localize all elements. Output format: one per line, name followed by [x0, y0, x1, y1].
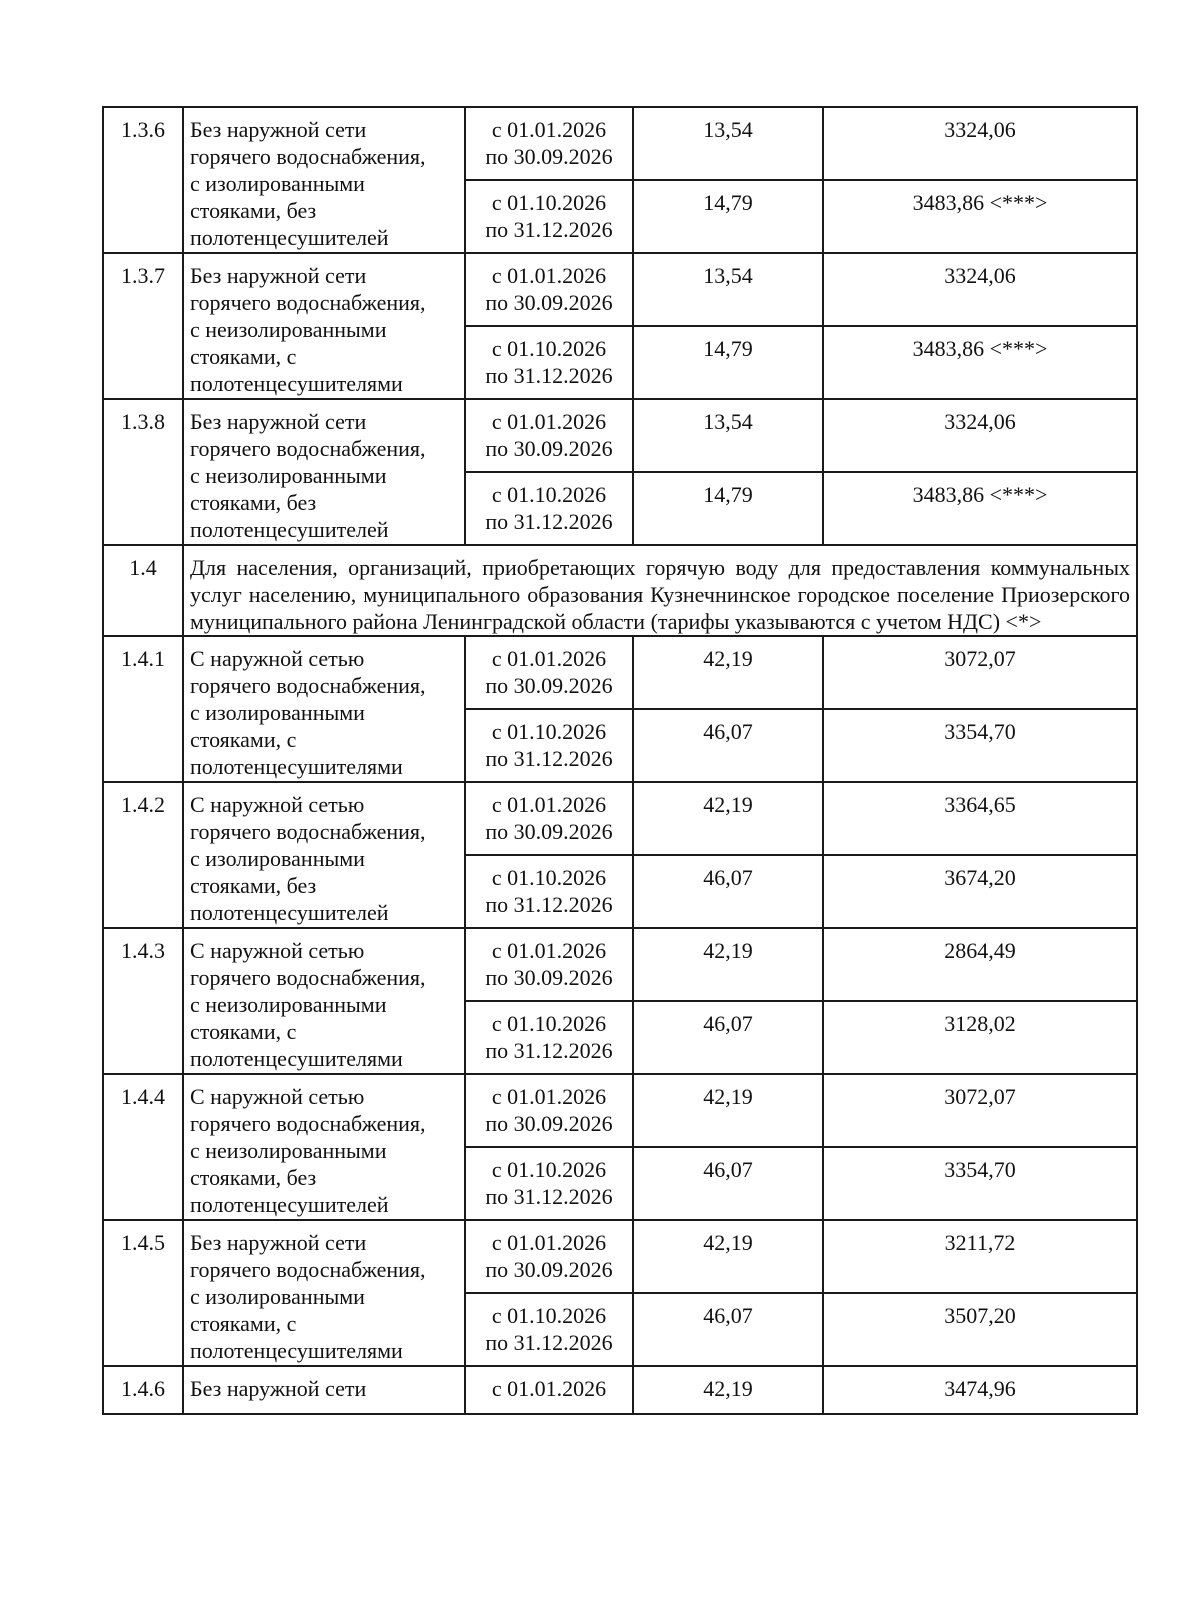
price-value: 3507,20 — [823, 1293, 1137, 1366]
description-line: стояками, без — [190, 1165, 317, 1190]
period-start: с 01.01.2026 — [491, 117, 607, 142]
period-cell — [465, 1220, 633, 1293]
description-line: с изолированными — [190, 1284, 365, 1309]
row-description — [183, 782, 465, 928]
price-value: 3483,86 <***> — [823, 472, 1137, 545]
period-end: по 31.12.2026 — [485, 217, 613, 242]
period-cell — [465, 107, 633, 180]
period-end: по 30.09.2026 — [485, 290, 613, 315]
period-end: по 31.12.2026 — [485, 363, 613, 388]
price-value: 3324,06 — [823, 253, 1137, 326]
row-description — [183, 636, 465, 782]
period-cell — [465, 636, 633, 709]
period-start: с 01.10.2026 — [491, 1303, 607, 1328]
description-line: с изолированными — [190, 171, 365, 196]
table-row — [103, 107, 1137, 180]
price-value: 3483,86 <***> — [823, 180, 1137, 253]
price-value: 3364,65 — [823, 782, 1137, 855]
price-value: 3324,06 — [823, 107, 1137, 180]
period-end: по 31.12.2026 — [485, 892, 613, 917]
price-value: 3474,96 — [823, 1366, 1137, 1414]
price-value: 3211,72 — [823, 1220, 1137, 1293]
row-description — [183, 928, 465, 1074]
period-cell — [465, 472, 633, 545]
description-line: с неизолированными — [190, 317, 387, 342]
period-start: с 01.01.2026 — [491, 263, 607, 288]
description-line: Без наружной сети — [190, 117, 367, 142]
tariff-group-1-4 — [103, 636, 1137, 1366]
description-line: стояками, без — [190, 198, 317, 223]
period-cell — [465, 782, 633, 855]
period-start: с 01.10.2026 — [491, 1011, 607, 1036]
tariff-group-1-3 — [103, 107, 1137, 545]
description-line: полотенцесушителей — [190, 517, 389, 542]
price-value: 3674,20 — [823, 855, 1137, 928]
table-row — [103, 928, 1137, 1001]
description-line: полотенцесушителей — [190, 225, 389, 250]
description-line: Без наружной сети — [190, 1230, 367, 1255]
rate-value: 42,19 — [633, 1220, 823, 1293]
rate-value: 46,07 — [633, 1147, 823, 1220]
rate-value: 42,19 — [633, 636, 823, 709]
rate-value: 42,19 — [633, 1366, 823, 1414]
description-line: С наружной сетью — [190, 646, 365, 671]
row-description — [183, 399, 465, 545]
table-row — [103, 782, 1137, 855]
period-cell — [465, 855, 633, 928]
period-start: с 01.10.2026 — [491, 482, 607, 507]
period-end: по 30.09.2026 — [485, 436, 613, 461]
rate-value: 14,79 — [633, 180, 823, 253]
period-end: по 31.12.2026 — [485, 1330, 613, 1355]
description-line: С наружной сетью — [190, 938, 365, 963]
period-start: с 01.10.2026 — [491, 719, 607, 744]
period-start: с 01.01.2026 — [491, 1084, 607, 1109]
period-cell — [465, 1293, 633, 1366]
row-description — [183, 107, 465, 253]
description-line: горячего водоснабжения, — [190, 436, 426, 461]
section-1-4 — [103, 545, 1137, 636]
description-line: полотенцесушителей — [190, 900, 389, 925]
section-row — [103, 545, 1137, 636]
description-line: горячего водоснабжения, — [190, 1257, 426, 1282]
period-end: по 31.12.2026 — [485, 1038, 613, 1063]
period-cell — [465, 1147, 633, 1220]
description-line: горячего водоснабжения, — [190, 144, 426, 169]
description-line: Без наружной сети — [190, 409, 367, 434]
row-description — [183, 1220, 465, 1366]
description-line: полотенцесушителей — [190, 1192, 389, 1217]
period-start: с 01.10.2026 — [491, 190, 607, 215]
description-line: Без наружной сети — [190, 263, 367, 288]
period-end: по 31.12.2026 — [485, 746, 613, 771]
description-line: горячего водоснабжения, — [190, 965, 426, 990]
tariff-group-last — [103, 1366, 1137, 1414]
price-value: 3072,07 — [823, 636, 1137, 709]
period-start: с 01.10.2026 — [491, 865, 607, 890]
price-value: 3354,70 — [823, 1147, 1137, 1220]
table-row — [103, 1074, 1137, 1147]
rate-value: 46,07 — [633, 709, 823, 782]
table-row — [103, 636, 1137, 709]
period-start: с 01.01.2026 — [491, 409, 607, 434]
period-cell — [465, 253, 633, 326]
rate-value: 42,19 — [633, 782, 823, 855]
description-line: горячего водоснабжения, — [190, 290, 426, 315]
period-end: по 30.09.2026 — [485, 1257, 613, 1282]
period-cell — [465, 1074, 633, 1147]
description-line: стояками, без — [190, 490, 317, 515]
description-line: стояками, с — [190, 344, 297, 369]
period-end: по 30.09.2026 — [485, 965, 613, 990]
rate-value: 42,19 — [633, 928, 823, 1001]
rate-value: 46,07 — [633, 1293, 823, 1366]
table-row — [103, 1366, 1137, 1414]
table-row — [103, 253, 1137, 326]
description-line: горячего водоснабжения, — [190, 1111, 426, 1136]
price-value: 2864,49 — [823, 928, 1137, 1001]
period-cell — [465, 709, 633, 782]
row-description: Без наружной сети — [183, 1366, 465, 1414]
row-description — [183, 1074, 465, 1220]
period-cell — [465, 180, 633, 253]
price-value: 3128,02 — [823, 1001, 1137, 1074]
price-value: 3072,07 — [823, 1074, 1137, 1147]
rate-value: 42,19 — [633, 1074, 823, 1147]
description-line: с изолированными — [190, 700, 365, 725]
period-cell — [465, 399, 633, 472]
period-cell — [465, 326, 633, 399]
row-number: 1.3.6 — [103, 107, 183, 253]
rate-value: 13,54 — [633, 399, 823, 472]
description-line: с неизолированными — [190, 463, 387, 488]
description-line: С наружной сетью — [190, 792, 365, 817]
tariff-table — [102, 106, 1138, 1415]
price-value: 3324,06 — [823, 399, 1137, 472]
description-line: с неизолированными — [190, 1138, 387, 1163]
period-cell — [465, 928, 633, 1001]
price-value: 3483,86 <***> — [823, 326, 1137, 399]
table-row — [103, 1220, 1137, 1293]
rate-value: 13,54 — [633, 253, 823, 326]
row-description — [183, 253, 465, 399]
period-cell — [465, 1001, 633, 1074]
rate-value: 14,79 — [633, 326, 823, 399]
row-number: 1.4.2 — [103, 782, 183, 928]
period-start: с 01.10.2026 — [491, 336, 607, 361]
rate-value: 46,07 — [633, 1001, 823, 1074]
row-number: 1.4.1 — [103, 636, 183, 782]
period-start: с 01.10.2026 — [491, 1157, 607, 1182]
description-line: с неизолированными — [190, 992, 387, 1017]
period-start: с 01.01.2026 — [491, 938, 607, 963]
period-start: с 01.01.2026 — [491, 792, 607, 817]
description-line: С наружной сетью — [190, 1084, 365, 1109]
row-number: 1.4.5 — [103, 1220, 183, 1366]
description-line: стояками, с — [190, 727, 297, 752]
section-description: Для населения, организаций, приобретающих горячую воду для предоставления коммунальных услуг населению, муниципального образования Кузнечнинское городское поселение Приозерского муниципального района Ленинградской области (тарифы указываются с учетом НДС) <*> — [183, 545, 1137, 636]
section-number: 1.4 — [103, 545, 183, 636]
row-number: 1.4.6 — [103, 1366, 183, 1414]
period-end: по 31.12.2026 — [485, 1184, 613, 1209]
period-end: по 30.09.2026 — [485, 144, 613, 169]
row-number: 1.3.8 — [103, 399, 183, 545]
price-value: 3354,70 — [823, 709, 1137, 782]
description-line: горячего водоснабжения, — [190, 673, 426, 698]
rate-value: 14,79 — [633, 472, 823, 545]
description-line: полотенцесушителями — [190, 1046, 403, 1071]
description-line: стояками, без — [190, 873, 317, 898]
period-end: по 30.09.2026 — [485, 673, 613, 698]
description-line: полотенцесушителями — [190, 1338, 403, 1363]
period-end: по 30.09.2026 — [485, 819, 613, 844]
period-start: с 01.01.2026 — [491, 646, 607, 671]
rate-value: 13,54 — [633, 107, 823, 180]
description-line: полотенцесушителями — [190, 371, 403, 396]
row-number: 1.4.4 — [103, 1074, 183, 1220]
period-end: по 30.09.2026 — [485, 1111, 613, 1136]
description-line: стояками, с — [190, 1019, 297, 1044]
period-start: с 01.01.2026 — [491, 1230, 607, 1255]
rate-value: 46,07 — [633, 855, 823, 928]
description-line: с изолированными — [190, 846, 365, 871]
period-end: по 31.12.2026 — [485, 509, 613, 534]
description-line: стояками, с — [190, 1311, 297, 1336]
period-start: с 01.01.2026 — [465, 1366, 633, 1414]
description-line: полотенцесушителями — [190, 754, 403, 779]
row-number: 1.3.7 — [103, 253, 183, 399]
description-line: горячего водоснабжения, — [190, 819, 426, 844]
table-row — [103, 399, 1137, 472]
row-number: 1.4.3 — [103, 928, 183, 1074]
